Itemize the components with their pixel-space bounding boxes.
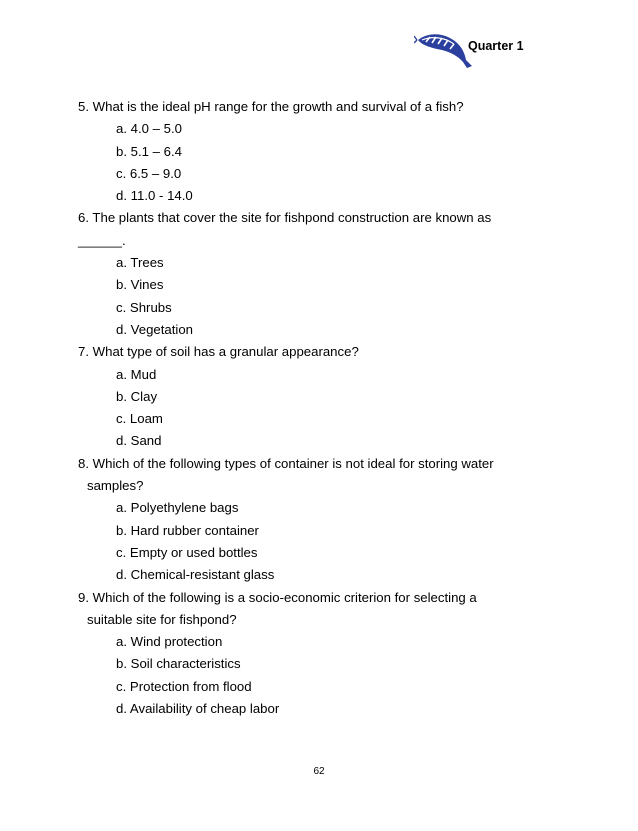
question-text: 6. The plants that cover the site for fishpond construction are known as	[78, 210, 492, 226]
option-c: c. Protection from flood	[116, 678, 252, 694]
question-text-continued: suitable site for fishpond?	[87, 611, 237, 627]
question-7	[78, 341, 548, 452]
fish-logo-icon	[414, 28, 474, 72]
option-d: d. Vegetation	[116, 321, 193, 337]
option-a: a. Trees	[116, 255, 164, 271]
option-d: d. Availability of cheap labor	[116, 701, 280, 717]
option-b: b. Soil characteristics	[116, 656, 241, 672]
option-c: c. Empty or used bottles	[116, 544, 258, 560]
option-a: a. Polyethylene bags	[116, 500, 239, 516]
answer-blank: ______.	[78, 232, 126, 248]
option-b: b. Clay	[116, 388, 158, 404]
option-d: d. Chemical-resistant glass	[116, 567, 275, 583]
question-text: 9. Which of the following is a socio-economic criterion for selecting a	[78, 589, 477, 605]
question-text-continued: samples?	[87, 478, 144, 494]
option-a: a. 4.0 – 5.0	[116, 121, 182, 137]
question-list	[78, 96, 548, 720]
option-b: b. Hard rubber container	[116, 522, 259, 538]
option-a: a. Wind protection	[116, 634, 223, 650]
option-c: c. Loam	[116, 411, 163, 427]
option-c: c. 6.5 – 9.0	[116, 165, 182, 181]
option-b: b. Vines	[116, 277, 164, 293]
question-text: 7. What type of soil has a granular appearance?	[78, 344, 359, 360]
page-header	[414, 28, 614, 72]
option-d: d. 11.0 - 14.0	[116, 188, 193, 204]
option-c: c. Shrubs	[116, 299, 172, 315]
option-b: b. 5.1 – 6.4	[116, 143, 182, 159]
option-d: d. Sand	[116, 433, 162, 449]
question-9	[78, 587, 548, 721]
page-number: 62	[313, 766, 325, 777]
question-6	[78, 207, 548, 341]
question-8	[78, 453, 548, 587]
question-text: 5. What is the ideal pH range for the growth and survival of a fish?	[78, 99, 464, 114]
option-a: a. Mud	[116, 366, 157, 382]
question-5	[78, 96, 548, 207]
quarter-label: Quarter 1	[468, 39, 524, 53]
question-text: 8. Which of the following types of container is not ideal for storing water	[78, 455, 494, 471]
